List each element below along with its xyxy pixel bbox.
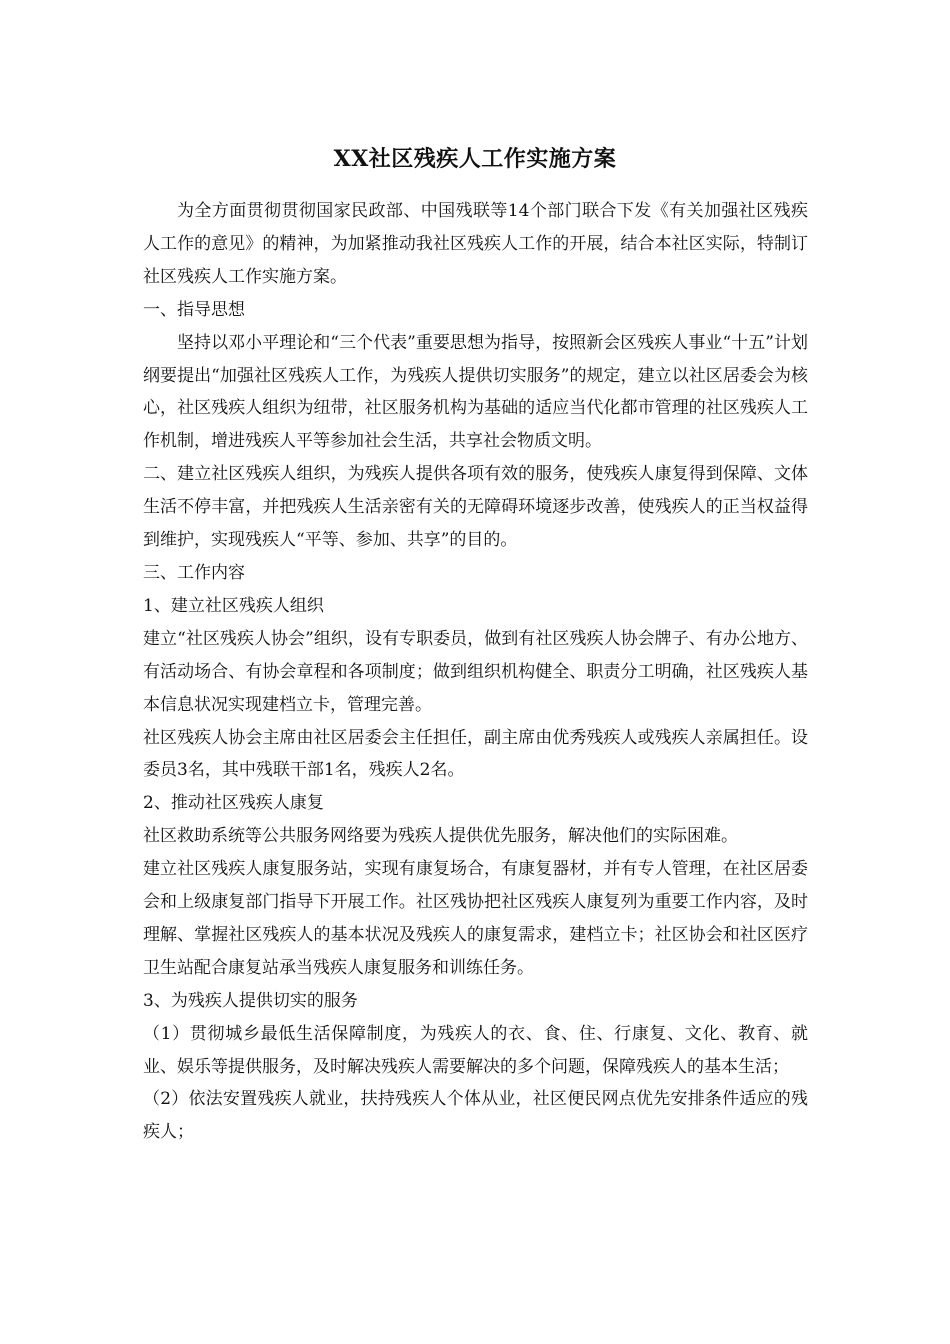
rehabilitation-station-paragraph: 建立社区残疾人康复服务站，实现有康复场合，有康复器材，并有专人管理，在社区居委会和上级康复部门指导下开展工作。社区残协把社区残疾人康复列为重要工作内容，及时理解、掌握社区残疾人的基本状况及残疾人的康复需求，建档立卡；社区协会和社区医疗卫生站配合康复站承当残疾人康复服务和训练任务。	[143, 859, 808, 978]
section-heading-organization-goal: 二、建立社区残疾人组织，为残疾人提供各项有效的服务，使残疾人康复得到保障、文体生活不停丰富，并把残疾人生活亲密有关的无障碍环境逐步改善，使残疾人的正当权益得到维护，实现残疾人“平等、参加、共享”的目的。	[143, 464, 808, 551]
section-heading-guiding-ideology: 一、指导思想	[143, 299, 245, 320]
subheading-services: 3、为残疾人提供切实的服务	[143, 990, 358, 1011]
public-service-paragraph: 社区救助系统等公共服务网络要为残疾人提供优先服务，解决他们的实际困难。	[143, 826, 738, 847]
section-heading-work-content: 三、工作内容	[143, 562, 245, 583]
document-title: XX社区残疾人工作实施方案	[333, 146, 617, 172]
guiding-ideology-paragraph: 坚持以邓小平理论和“三个代表”重要思想为指导，按照新会区残疾人事业“十五”计划纲要提出“加强社区残疾人工作，为残疾人提供切实服务”的规定，建立以社区居委会为核心，社区残疾人组织为纽带，社区服务机构为基础的适应当代化都市管理的社区残疾人工作机制，增进残疾人平等参加社会生活，共享社会物质文明。	[143, 332, 808, 452]
document-body	[143, 195, 808, 1149]
subheading-rehabilitation: 2、推动社区残疾人康复	[143, 793, 324, 814]
service-item-1: （1）贯彻城乡最低生活保障制度，为残疾人的衣、食、住、行康复、文化、教育、就业、娱乐等提供服务，及时解决残疾人需要解决的多个问题，保障残疾人的基本生活；	[143, 1023, 808, 1077]
association-leadership-paragraph: 社区残疾人协会主席由社区居委会主任担任，副主席由优秀残疾人或残疾人亲属担任。设委员3名，其中残联干部1名，残疾人2名。	[143, 727, 808, 781]
service-item-2: （2）依法安置残疾人就业，扶持残疾人个体从业，社区便民网点优先安排条件适应的残疾人；	[143, 1089, 808, 1143]
establish-organization-paragraph: 建立“社区残疾人协会”组织，设有专职委员，做到有社区残疾人协会牌子、有办公地方、有活动场合、有协会章程和各项制度；做到组织机构健全、职责分工明确，社区残疾人基本信息状况实现建档立卡，管理完善。	[143, 628, 808, 715]
intro-paragraph: 为全方面贯彻贯彻国家民政部、中国残联等14个部门联合下发《有关加强社区残疾人工作的意见》的精神，为加紧推动我社区残疾人工作的开展，结合本社区实际，特制订社区残疾人工作实施方案。	[143, 201, 808, 287]
subheading-establish-organization: 1、建立社区残疾人组织	[143, 595, 324, 616]
